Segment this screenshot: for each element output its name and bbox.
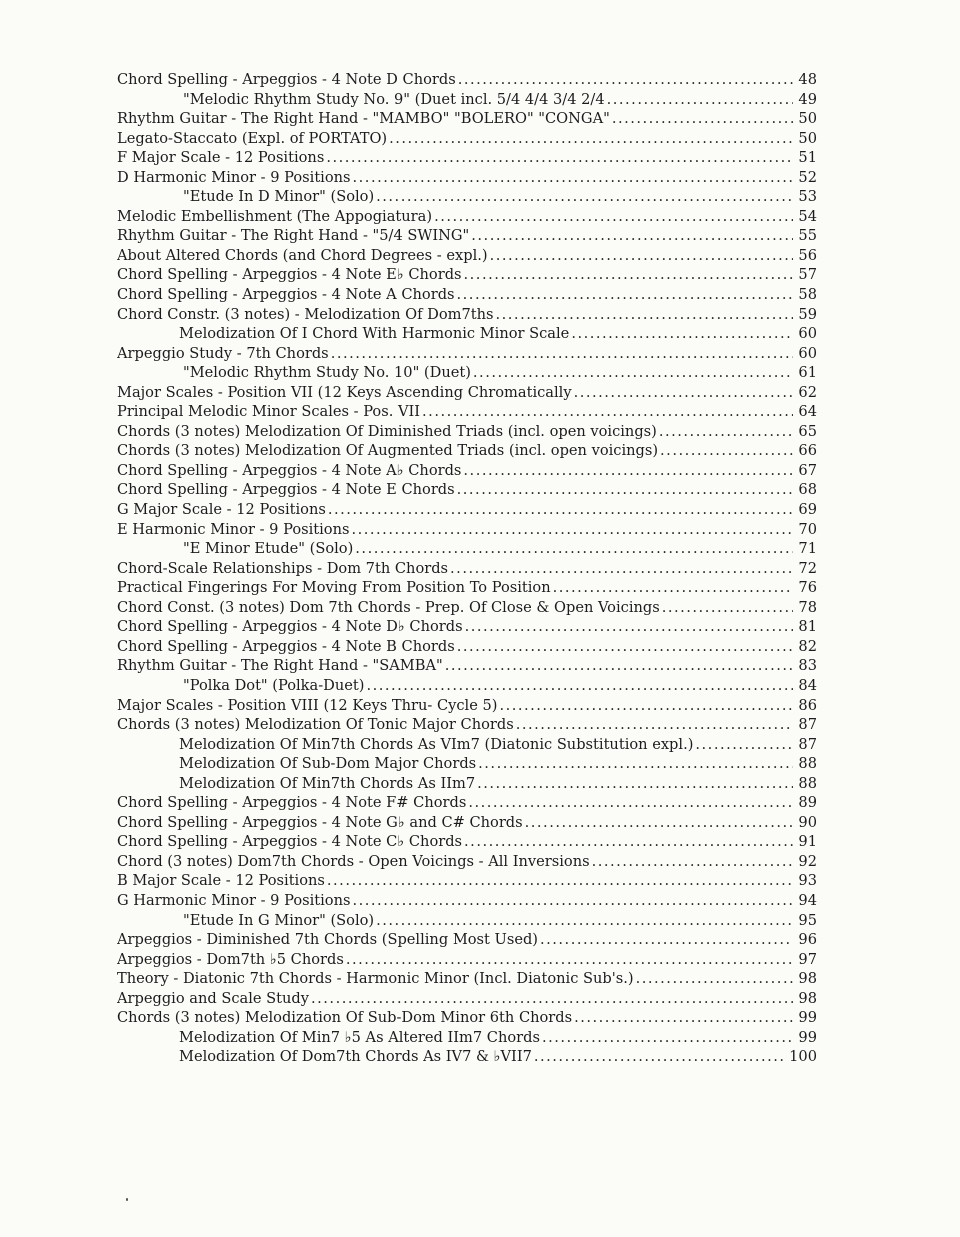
toc-entry-title: Chords (3 notes) Melodization Of Augmented Triads (incl. open voicings) xyxy=(117,442,659,460)
toc-entry-title: Melodization Of Sub-Dom Major Chords xyxy=(179,755,477,773)
dot-leader xyxy=(376,911,793,931)
toc-entry xyxy=(117,950,817,970)
toc-entry-page-number: 99 xyxy=(798,1009,817,1027)
toc-entry-title: Chord-Scale Relationships - Dom 7th Chords xyxy=(117,559,449,577)
toc-entry xyxy=(117,813,817,833)
toc-entry xyxy=(117,207,817,227)
toc-entry-title: Chord Spelling - Arpeggios - 4 Note E♭ Chords xyxy=(117,266,462,284)
toc-entry-page-number: 68 xyxy=(798,481,817,499)
toc-entry-title: Arpeggios - Dom7th ♭5 Chords xyxy=(117,950,344,968)
dot-leader xyxy=(366,676,793,696)
toc-entry-page-number: 60 xyxy=(798,325,817,343)
dot-leader xyxy=(473,363,793,383)
toc-entry-title: Legato-Staccato (Expl. of PORTATO) xyxy=(117,129,388,147)
dot-leader xyxy=(478,754,793,774)
dot-leader xyxy=(695,735,793,755)
toc-entry-title: Arpeggio Study - 7th Chords xyxy=(117,344,329,362)
toc-entry xyxy=(117,265,817,285)
dot-leader xyxy=(465,617,793,637)
dot-leader xyxy=(353,891,794,911)
toc-entry xyxy=(117,441,817,461)
dot-leader xyxy=(468,793,793,813)
toc-entry xyxy=(117,793,817,813)
toc-entry-page-number: 55 xyxy=(798,227,817,245)
toc-entry-page-number: 97 xyxy=(798,950,817,968)
toc-entry xyxy=(117,148,817,168)
toc-entry-title: Practical Fingerings For Moving From Position To Position xyxy=(117,579,551,597)
dot-leader xyxy=(328,500,793,520)
toc-entry-page-number: 93 xyxy=(798,872,817,890)
toc-entry-title: Chord Constr. (3 notes) - Melodization Of Dom7ths xyxy=(117,305,494,323)
toc-entry-title: Melodization Of Min7th Chords As IIm7 xyxy=(179,774,476,792)
toc-entry xyxy=(117,383,817,403)
toc-entry xyxy=(117,1008,817,1028)
toc-entry-title: Rhythm Guitar - The Right Hand - "MAMBO" "BOLERO" "CONGA" xyxy=(117,110,610,128)
toc-entry-page-number: 89 xyxy=(798,794,817,812)
toc-entry xyxy=(117,598,817,618)
toc-entry-title: E Harmonic Minor - 9 Positions xyxy=(117,520,350,538)
toc-entry-page-number: 54 xyxy=(798,207,817,225)
toc-entry-title: Melodization Of Min7th Chords As VIm7 (Diatonic Substitution expl.) xyxy=(179,735,694,753)
toc-entry-title: Chords (3 notes) Melodization Of Diminished Triads (incl. open voicings) xyxy=(117,422,657,440)
dot-leader xyxy=(574,1008,793,1028)
toc-entry-page-number: 87 xyxy=(798,716,817,734)
toc-entry xyxy=(117,461,817,481)
toc-entry-title: Chord (3 notes) Dom7th Chords - Open Voicings - All Inversions xyxy=(117,852,590,870)
toc-entry-page-number: 66 xyxy=(798,442,817,460)
dot-leader xyxy=(534,1047,787,1067)
dot-leader xyxy=(490,246,793,266)
dot-leader xyxy=(458,70,793,90)
toc-entry xyxy=(117,402,817,422)
toc-entry-page-number: 48 xyxy=(798,71,817,88)
dot-leader xyxy=(592,852,793,872)
toc-entry xyxy=(117,930,817,950)
toc-entry-page-number: 52 xyxy=(798,168,817,186)
toc-entry-title: G Harmonic Minor - 9 Positions xyxy=(117,891,351,909)
toc-entry-page-number: 98 xyxy=(798,989,817,1007)
toc-entry-page-number: 56 xyxy=(798,246,817,264)
toc-entry-title: Arpeggios - Diminished 7th Chords (Spelling Most Used) xyxy=(117,931,538,949)
dot-leader xyxy=(346,950,793,970)
toc-entry xyxy=(117,832,817,852)
toc-entry-page-number: 90 xyxy=(798,813,817,831)
toc-entry xyxy=(117,344,817,364)
toc-entry-title: Rhythm Guitar - The Right Hand - "SAMBA" xyxy=(117,657,443,675)
toc-entry xyxy=(117,656,817,676)
toc-entry xyxy=(117,1028,817,1048)
toc-entry-title: Major Scales - Position VIII (12 Keys Thru- Cycle 5) xyxy=(117,696,498,714)
toc-entry-title: F Major Scale - 12 Positions xyxy=(117,149,325,167)
toc-entry-page-number: 86 xyxy=(798,696,817,714)
toc-entry-title: Chord Spelling - Arpeggios - 4 Note A♭ Chords xyxy=(117,461,462,479)
toc-entry-page-number: 69 xyxy=(798,501,817,519)
dot-leader xyxy=(471,226,793,246)
toc-entry-page-number: 99 xyxy=(798,1028,817,1046)
toc-entry xyxy=(117,969,817,989)
toc-entry-page-number: 94 xyxy=(798,891,817,909)
toc-entry-page-number: 98 xyxy=(798,970,817,988)
toc-entry-title: Major Scales - Position VII (12 Keys Ascending Chromatically xyxy=(117,383,572,401)
toc-entry-title: Chord Spelling - Arpeggios - 4 Note B Chords xyxy=(117,637,455,655)
dot-leader xyxy=(464,265,793,285)
toc-entry-page-number: 51 xyxy=(798,149,817,167)
toc-entry xyxy=(117,559,817,579)
toc-entry xyxy=(117,520,817,540)
dot-leader xyxy=(540,930,793,950)
toc-entry-title: Arpeggio and Scale Study xyxy=(117,989,310,1007)
toc-entry-title: Chord Spelling - Arpeggios - 4 Note D Chords xyxy=(117,71,456,88)
toc-entry xyxy=(117,989,817,1009)
toc-entry-page-number: 87 xyxy=(798,735,817,753)
toc-entry xyxy=(117,754,817,774)
toc-entry xyxy=(117,324,817,344)
toc-entry-title: Melodization Of Min7 ♭5 As Altered IIm7 Chords xyxy=(179,1028,540,1046)
dot-leader xyxy=(660,441,793,461)
dot-leader xyxy=(553,578,793,598)
toc-entry xyxy=(117,911,817,931)
dot-leader xyxy=(376,187,793,207)
dot-leader xyxy=(499,696,793,716)
dot-leader xyxy=(496,305,793,325)
toc-entry xyxy=(117,500,817,520)
toc-entry-page-number: 65 xyxy=(798,422,817,440)
dot-leader xyxy=(327,871,793,891)
dot-leader xyxy=(355,539,793,559)
toc-entry-page-number: 100 xyxy=(789,1048,817,1066)
toc-entry-page-number: 50 xyxy=(798,110,817,128)
toc-entry-title: B Major Scale - 12 Positions xyxy=(117,872,325,890)
dot-leader xyxy=(542,1028,793,1048)
dot-leader xyxy=(457,637,793,657)
dot-leader xyxy=(422,402,793,422)
paper-speck xyxy=(126,1198,128,1201)
toc-entry-page-number: 58 xyxy=(798,286,817,304)
dot-leader xyxy=(525,813,793,833)
toc-entry-title: Melodic Embellishment (The Appogiatura) xyxy=(117,207,433,225)
dot-leader xyxy=(389,129,793,149)
toc-entry-page-number: 53 xyxy=(798,188,817,206)
toc-entry xyxy=(117,617,817,637)
toc-entry xyxy=(117,422,817,442)
toc-entry-title: "Etude In G Minor" (Solo) xyxy=(183,911,375,929)
dot-leader xyxy=(464,832,793,852)
dot-leader xyxy=(331,344,793,364)
dot-leader xyxy=(516,715,793,735)
toc-entry-page-number: 91 xyxy=(798,833,817,851)
toc-entry-page-number: 82 xyxy=(798,637,817,655)
dot-leader xyxy=(434,207,793,227)
toc-entry xyxy=(117,305,817,325)
toc-entry-page-number: 62 xyxy=(798,383,817,401)
toc-entry-page-number: 67 xyxy=(798,461,817,479)
dot-leader xyxy=(659,422,793,442)
dot-leader xyxy=(326,148,793,168)
toc-entry-page-number: 64 xyxy=(798,403,817,421)
toc-entry-page-number: 83 xyxy=(798,657,817,675)
toc-entry-title: Principal Melodic Minor Scales - Pos. VII xyxy=(117,403,421,421)
toc-entry-page-number: 76 xyxy=(798,579,817,597)
toc-entry-title: Chord Const. (3 notes) Dom 7th Chords - Prep. Of Close & Open Voicings xyxy=(117,598,660,616)
toc-entry-title: Melodization Of I Chord With Harmonic Minor Scale xyxy=(179,325,570,343)
toc-entry-title: Rhythm Guitar - The Right Hand - "5/4 SWING" xyxy=(117,227,470,245)
toc-entry xyxy=(117,285,817,305)
toc-entry-page-number: 50 xyxy=(798,129,817,147)
toc-entry-page-number: 81 xyxy=(798,618,817,636)
toc-entry-page-number: 92 xyxy=(798,852,817,870)
dot-leader xyxy=(477,774,793,794)
toc-entry xyxy=(117,637,817,657)
dot-leader xyxy=(450,559,793,579)
toc-entry-page-number: 78 xyxy=(798,598,817,616)
toc-entry-title: "Etude In D Minor" (Solo) xyxy=(183,188,375,206)
toc-entry xyxy=(117,696,817,716)
toc-entry xyxy=(117,109,817,129)
toc-entry-title: About Altered Chords (and Chord Degrees - expl.) xyxy=(117,246,488,264)
dot-leader xyxy=(612,109,793,129)
toc-entry xyxy=(117,1047,817,1067)
toc-entry xyxy=(117,187,817,207)
dot-leader xyxy=(662,598,793,618)
toc-entry-page-number: 88 xyxy=(798,774,817,792)
toc-entry-page-number: 84 xyxy=(798,676,817,694)
toc-entry-title: Chord Spelling - Arpeggios - 4 Note C♭ Chords xyxy=(117,833,463,851)
toc-entry xyxy=(117,539,817,559)
toc-entry-page-number: 49 xyxy=(798,90,817,108)
toc-entry-page-number: 61 xyxy=(798,364,817,382)
toc-entry-title: Chords (3 notes) Melodization Of Tonic Major Chords xyxy=(117,716,514,734)
toc-entry-page-number: 70 xyxy=(798,520,817,538)
toc-entry-title: G Major Scale - 12 Positions xyxy=(117,501,326,519)
toc-entry-title: Chords (3 notes) Melodization Of Sub-Dom Minor 6th Chords xyxy=(117,1009,573,1027)
toc-entry-title: Chord Spelling - Arpeggios - 4 Note F# Chords xyxy=(117,794,467,812)
toc-entry-page-number: 57 xyxy=(798,266,817,284)
toc-entry xyxy=(117,129,817,149)
toc-entry-title: "Melodic Rhythm Study No. 10" (Duet) xyxy=(183,364,471,382)
toc-entry-title: Melodization Of Dom7th Chords As IV7 & ♭VII7 xyxy=(179,1048,532,1066)
toc-entry xyxy=(117,480,817,500)
toc-entry-title: Chord Spelling - Arpeggios - 4 Note G♭ and C# Chords xyxy=(117,813,523,831)
toc-entry xyxy=(117,226,817,246)
toc-entry xyxy=(117,70,817,90)
dot-leader xyxy=(311,989,793,1009)
toc-entry xyxy=(117,715,817,735)
dot-leader xyxy=(353,168,793,188)
toc-entry xyxy=(117,363,817,383)
toc-entry-page-number: 88 xyxy=(798,755,817,773)
toc-entry xyxy=(117,735,817,755)
dot-leader xyxy=(445,656,793,676)
dot-leader xyxy=(571,324,793,344)
toc-entry-page-number: 59 xyxy=(798,305,817,323)
toc-entry-title: D Harmonic Minor - 9 Positions xyxy=(117,168,351,186)
toc-entry xyxy=(117,578,817,598)
dot-leader xyxy=(607,90,793,110)
toc-entry xyxy=(117,676,817,696)
toc-entry xyxy=(117,871,817,891)
dot-leader xyxy=(457,480,793,500)
dot-leader xyxy=(351,520,793,540)
toc-entry xyxy=(117,168,817,188)
toc-entry-page-number: 95 xyxy=(798,911,817,929)
toc-entry xyxy=(117,852,817,872)
dot-leader xyxy=(636,969,793,989)
toc-entry-page-number: 60 xyxy=(798,344,817,362)
dot-leader xyxy=(574,383,793,403)
toc-entry xyxy=(117,246,817,266)
toc-entry-title: Chord Spelling - Arpeggios - 4 Note E Chords xyxy=(117,481,455,499)
toc-entry-title: "Polka Dot" (Polka-Duet) xyxy=(183,676,365,694)
toc-entry-title: Theory - Diatonic 7th Chords - Harmonic Minor (Incl. Diatonic Sub's.) xyxy=(117,970,634,988)
toc-entry xyxy=(117,90,817,110)
toc-entry-title: Chord Spelling - Arpeggios - 4 Note D♭ Chords xyxy=(117,618,463,636)
toc-entry-title: "E Minor Etude" (Solo) xyxy=(183,540,354,558)
dot-leader xyxy=(463,461,793,481)
dot-leader xyxy=(457,285,793,305)
toc-entry-title: "Melodic Rhythm Study No. 9" (Duet incl. 5/4 4/4 3/4 2/4 xyxy=(183,90,605,108)
toc-entry xyxy=(117,891,817,911)
table-of-contents xyxy=(117,70,817,1067)
toc-entry-page-number: 96 xyxy=(798,931,817,949)
toc-entry xyxy=(117,774,817,794)
toc-entry-page-number: 71 xyxy=(798,540,817,558)
toc-entry-title: Chord Spelling - Arpeggios - 4 Note A Chords xyxy=(117,286,455,304)
toc-entry-page-number: 72 xyxy=(798,559,817,577)
